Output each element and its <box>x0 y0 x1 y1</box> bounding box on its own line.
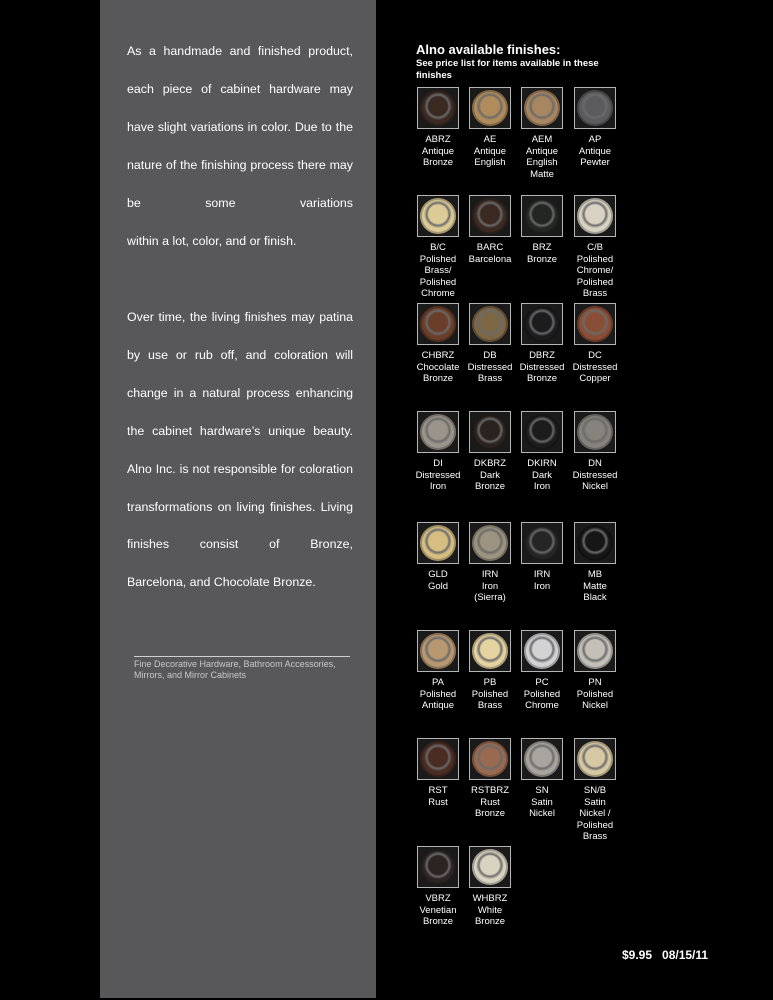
finish-swatch <box>417 738 459 780</box>
finish-swatch <box>469 411 511 453</box>
finish-code: B/C <box>430 242 446 253</box>
finish-code: DKIRN <box>527 458 557 469</box>
finish-item <box>571 738 619 843</box>
left-info-panel <box>100 0 376 998</box>
finish-swatch <box>574 87 616 129</box>
finish-item <box>466 87 514 169</box>
finish-item <box>571 195 619 300</box>
finish-code: VBRZ <box>425 893 451 904</box>
finish-item <box>518 522 566 592</box>
knob-sample <box>420 414 456 450</box>
finish-name: Polished Nickel <box>576 688 614 711</box>
finish-code: DKBRZ <box>473 458 507 469</box>
knob-sample <box>577 306 613 342</box>
knob-sample <box>524 90 560 126</box>
knob-sample <box>420 633 456 669</box>
finish-name: Dark Iron <box>531 469 553 492</box>
knob-sample <box>472 198 508 234</box>
knob-sample <box>420 525 456 561</box>
knob-sample <box>420 306 456 342</box>
knob-sample <box>524 198 560 234</box>
finish-name: Chocolate Bronze <box>416 361 460 384</box>
finish-name: Matte Black <box>583 580 607 603</box>
finish-name: Rust <box>428 796 448 808</box>
finish-name: Satin Nickel / Polished Brass <box>576 796 614 842</box>
knob-sample <box>472 849 508 885</box>
knob-sample <box>472 414 508 450</box>
knob-sample <box>577 198 613 234</box>
finish-code: GLD <box>428 569 448 580</box>
finish-item <box>414 846 462 928</box>
knob-sample <box>420 90 456 126</box>
knob-sample <box>472 90 508 126</box>
finishes-heading: Alno available finishes: <box>416 42 561 57</box>
finish-name: Iron <box>533 580 551 592</box>
finish-code: CHBRZ <box>421 350 455 361</box>
finish-code: DBRZ <box>529 350 555 361</box>
finish-name: Venetian Bronze <box>419 904 457 927</box>
knob-sample <box>524 633 560 669</box>
finish-swatch <box>521 195 563 237</box>
finish-name: Satin Nickel <box>529 796 555 819</box>
variation-paragraph-text: As a handmade and finished product, each piece of cabinet hardware may have slight variations in color. Due to the nature of the finishing process there may be some variations <box>127 44 353 210</box>
finish-swatch <box>469 522 511 564</box>
finish-code: AP <box>588 134 602 145</box>
finish-name: Distressed Bronze <box>519 361 565 384</box>
finish-item <box>466 411 514 493</box>
finish-item <box>466 630 514 712</box>
finish-swatch <box>469 195 511 237</box>
knob-sample <box>420 198 456 234</box>
knob-sample <box>420 741 456 777</box>
finish-item <box>518 738 566 820</box>
finish-swatch <box>469 303 511 345</box>
finish-code: SN <box>535 785 549 796</box>
finish-name: Bronze <box>526 253 558 265</box>
company-tagline: Fine Decorative Hardware, Bathroom Accessories, Mirrors, and Mirror Cabinets <box>134 659 336 680</box>
knob-sample <box>577 90 613 126</box>
finish-name: Polished Brass/ Polished Chrome <box>419 253 457 299</box>
finish-swatch <box>574 411 616 453</box>
living-finishes-paragraph-end: Barcelona, and Chocolate Bronze. <box>127 575 316 590</box>
finish-swatch <box>469 630 511 672</box>
finish-code: IRN <box>481 569 499 580</box>
finish-swatch <box>521 522 563 564</box>
knob-sample <box>472 741 508 777</box>
finish-name: Rust Bronze <box>474 796 506 819</box>
finish-code: DN <box>588 458 602 469</box>
finish-code: PB <box>483 677 497 688</box>
finish-name: Antique English <box>473 145 507 168</box>
knob-sample <box>524 741 560 777</box>
finish-swatch <box>469 738 511 780</box>
knob-sample <box>420 849 456 885</box>
finishes-subheading: See price list for items available in these finishes <box>416 58 599 81</box>
finish-name: Distressed Iron <box>415 469 461 492</box>
finish-name: Polished Brass <box>471 688 509 711</box>
finish-swatch <box>417 846 459 888</box>
knob-sample <box>472 306 508 342</box>
knob-sample <box>577 741 613 777</box>
finish-swatch <box>417 195 459 237</box>
variation-paragraph-end: within a lot, color, and or finish. <box>127 233 297 248</box>
finish-swatch <box>574 738 616 780</box>
finish-item <box>518 303 566 385</box>
finish-item <box>414 195 462 300</box>
finish-item <box>518 411 566 493</box>
finish-item <box>414 411 462 493</box>
finish-name: Polished Chrome <box>523 688 561 711</box>
finish-item <box>571 411 619 493</box>
finish-item <box>571 630 619 712</box>
finish-name: Polished Antique <box>419 688 457 711</box>
finish-swatch <box>417 411 459 453</box>
finish-item <box>414 738 462 808</box>
knob-sample <box>524 525 560 561</box>
finish-name: Iron (Sierra) <box>474 580 506 603</box>
finish-swatch <box>521 738 563 780</box>
finish-swatch <box>417 87 459 129</box>
finish-code: ABRZ <box>425 134 451 145</box>
finish-code: AEM <box>531 134 553 145</box>
finish-name: Antique Bronze <box>421 145 455 168</box>
finish-name: Antique English Matte <box>525 145 559 180</box>
finish-item <box>466 522 514 604</box>
finish-name: Gold <box>427 580 449 592</box>
finish-swatch-grid <box>414 87 624 947</box>
finish-code: PC <box>535 677 549 688</box>
finish-code: MB <box>587 569 603 580</box>
finish-code: BRZ <box>532 242 552 253</box>
finish-swatch <box>521 411 563 453</box>
variation-paragraph <box>127 33 353 260</box>
finish-code: PN <box>588 677 602 688</box>
finish-swatch <box>417 303 459 345</box>
finish-item <box>466 738 514 820</box>
finish-code: DI <box>433 458 443 469</box>
finish-item <box>466 303 514 385</box>
finish-code: DC <box>588 350 602 361</box>
finish-code: PA <box>432 677 444 688</box>
finish-name: Distressed Nickel <box>572 469 618 492</box>
finish-swatch <box>574 630 616 672</box>
knob-sample <box>524 306 560 342</box>
knob-sample <box>472 633 508 669</box>
finish-name: Barcelona <box>468 253 512 265</box>
finish-item <box>518 195 566 265</box>
finish-swatch <box>574 195 616 237</box>
finish-swatch <box>521 87 563 129</box>
finish-name: Dark Bronze <box>474 469 506 492</box>
living-finishes-paragraph <box>127 299 353 602</box>
finish-code: RST <box>428 785 448 796</box>
price-date-footer: $9.95 08/15/11 <box>622 948 709 962</box>
knob-sample <box>524 414 560 450</box>
finish-code: DB <box>483 350 497 361</box>
finish-code: C/B <box>587 242 603 253</box>
finish-swatch <box>469 87 511 129</box>
living-finishes-paragraph-text: Over time, the living finishes may patina by use or rub off, and coloration will change in a natural process enhancing the cabinet hardware’s unique beauty. Alno Inc. is not responsible for coloration transformations on living finishes. Living finishes consist of Bronze, <box>127 310 353 552</box>
finish-code: BARC <box>476 242 504 253</box>
finish-item <box>571 522 619 604</box>
finish-swatch <box>521 303 563 345</box>
finish-swatch <box>521 630 563 672</box>
finish-code: WHBRZ <box>472 893 508 904</box>
finish-name: Polished Chrome/ Polished Brass <box>576 253 614 299</box>
finish-item <box>571 87 619 169</box>
divider-rule <box>134 656 350 657</box>
finish-item <box>571 303 619 385</box>
finish-swatch <box>574 303 616 345</box>
finish-name: Distressed Brass <box>467 361 513 384</box>
finish-name: Distressed Copper <box>572 361 618 384</box>
finish-swatch <box>417 522 459 564</box>
finish-item <box>414 303 462 385</box>
finish-swatch <box>469 846 511 888</box>
finish-item <box>414 87 462 169</box>
finish-name: White Bronze <box>474 904 506 927</box>
finish-swatch <box>574 522 616 564</box>
knob-sample <box>577 633 613 669</box>
finish-code: AE <box>483 134 497 145</box>
knob-sample <box>577 525 613 561</box>
finish-code: SN/B <box>583 785 607 796</box>
finish-item <box>466 195 514 265</box>
knob-sample <box>577 414 613 450</box>
finish-item <box>414 630 462 712</box>
finish-item <box>466 846 514 928</box>
finish-item <box>414 522 462 592</box>
finish-swatch <box>417 630 459 672</box>
finish-code: IRN <box>533 569 551 580</box>
finish-code: RSTBRZ <box>471 785 509 796</box>
finish-name: Antique Pewter <box>578 145 612 168</box>
knob-sample <box>472 525 508 561</box>
finish-item <box>518 630 566 712</box>
finish-item <box>518 87 566 180</box>
